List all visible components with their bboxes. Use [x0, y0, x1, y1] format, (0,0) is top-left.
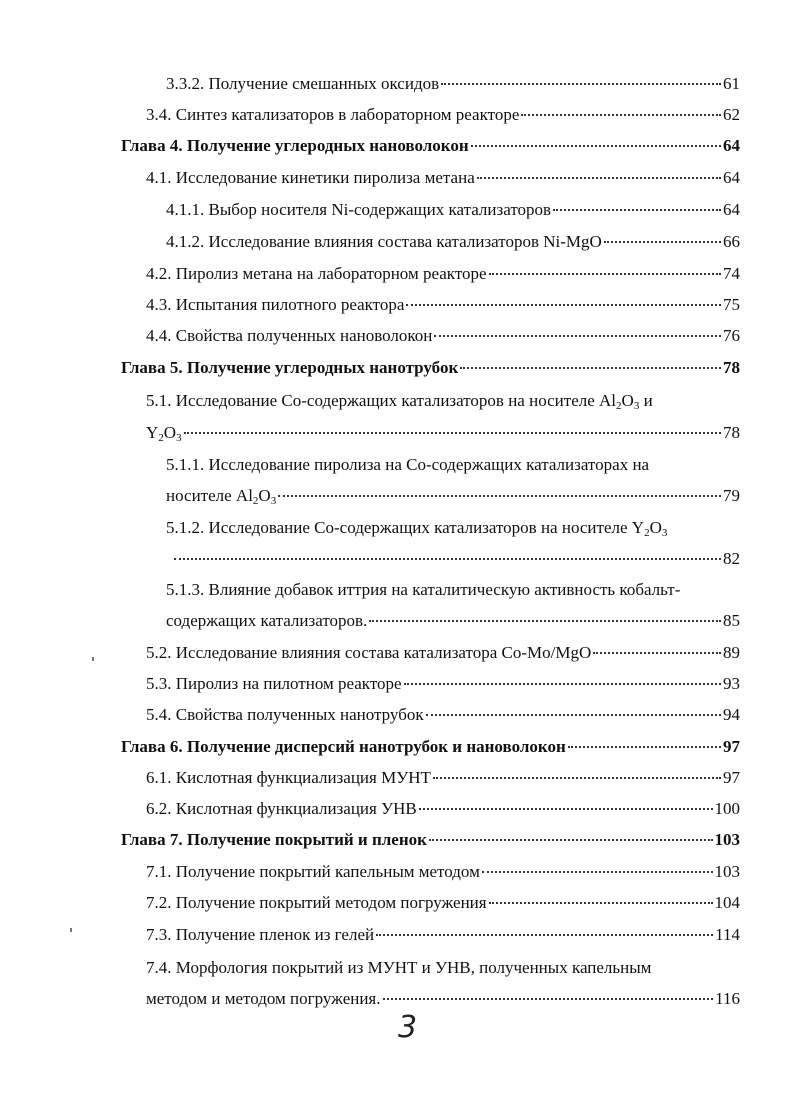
toc-entry-title: 7.2. Получение покрытий методом погружения: [146, 893, 487, 912]
toc-entry: [146, 768, 740, 788]
toc-entry-page: 97: [723, 768, 740, 787]
toc-entry-page: 64: [723, 200, 740, 219]
toc-entry-title: 5.4. Свойства полученных нанотрубок: [146, 705, 424, 724]
toc-entry-title: методом и методом погружения.: [146, 989, 381, 1008]
toc-entry-page: 64: [723, 136, 740, 155]
toc-entry-title: $Y_2O_3$: [146, 423, 182, 444]
toc-entry-title: 4.4. Свойства полученных нановолокон: [146, 326, 433, 345]
toc-entry-page: 93: [723, 674, 740, 693]
toc-entry-title: 4.1.2. Исследование влияния состава катализаторов Ni-MgO: [166, 232, 602, 251]
scan-speck: [70, 928, 72, 932]
toc-entry: [166, 486, 740, 506]
toc-entry: [146, 989, 740, 1009]
dot-leader: [593, 652, 721, 654]
dot-leader: [471, 145, 721, 147]
toc-entry-title: 3.3.2. Получение смешанных оксидов: [166, 74, 440, 93]
toc-entry-page: 116: [715, 989, 740, 1008]
toc-entry-page: 82: [723, 549, 740, 568]
toc-entry-page: 75: [723, 295, 740, 314]
dot-leader: [604, 241, 721, 243]
dot-leader: [383, 998, 714, 1000]
toc-entry-page: 103: [714, 862, 740, 881]
toc-entry: [146, 799, 740, 819]
dot-leader: [174, 558, 721, 560]
toc-entry-title: 4.1.1. Выбор носителя Ni-содержащих катализаторов: [166, 200, 552, 219]
dot-leader: [553, 209, 721, 211]
toc-entry-line1: 5.1.1. Исследование пиролиза на Со-содержащих катализаторах на: [166, 455, 650, 474]
toc-entry-title: 4.1. Исследование кинетики пиролиза метана: [146, 168, 475, 187]
toc-entry: [146, 264, 740, 284]
toc-entry: [166, 74, 740, 94]
toc-entry-page: 103: [714, 830, 740, 849]
dot-leader: [184, 432, 721, 434]
toc-entry: [166, 611, 740, 631]
handwritten-page-number: 3: [398, 1010, 418, 1045]
toc-entry-title: носителе $Al_2O_3$: [166, 486, 277, 507]
toc-entry: [146, 105, 740, 125]
toc-entry-title: 4.2. Пиролиз метана на лабораторном реакторе: [146, 264, 487, 283]
toc-entry-line1: 5.1. Исследование Со-содержащих катализаторов на носителе $Al_2O_3$ и: [146, 391, 653, 412]
toc-chapter-entry: [121, 830, 740, 850]
dot-leader: [404, 683, 721, 685]
toc-entry-title: 7.3. Получение пленок из гелей: [146, 925, 375, 944]
toc-entry: [146, 925, 740, 945]
dot-leader: [278, 495, 721, 497]
toc-entry-page: 74: [723, 264, 740, 283]
scan-speck: [92, 657, 94, 661]
toc-entry-page: 89: [723, 643, 740, 662]
toc-entry-title: 5.3. Пиролиз на пилотном реакторе: [146, 674, 402, 693]
toc-chapter-entry: [121, 358, 740, 378]
toc-entry-line1: 7.4. Морфология покрытий из МУНТ и УНВ, полученных капельным: [146, 958, 652, 977]
toc-entry: [146, 705, 740, 725]
toc-entry-page: 66: [723, 232, 740, 251]
toc-entry-title: 6.2. Кислотная функциализация УНВ: [146, 799, 417, 818]
toc-entry-page: 61: [723, 74, 740, 93]
toc-entry-title: Глава 4. Получение углеродных нановолокон: [121, 136, 469, 155]
toc-entry-page: 114: [715, 925, 740, 944]
toc-entry-title: содержащих катализаторов.: [166, 611, 368, 630]
toc-chapter-entry: [121, 136, 740, 156]
toc-entry: [166, 232, 740, 252]
dot-leader: [433, 777, 721, 779]
toc-entry: [146, 295, 740, 315]
toc-entry: [146, 168, 740, 188]
toc-entry-title: 4.3. Испытания пилотного реактора: [146, 295, 405, 314]
toc-entry: [146, 643, 740, 663]
toc-entry-page: 79: [723, 486, 740, 505]
dot-leader: [369, 620, 721, 622]
toc-entry-title: 6.1. Кислотная функциализация МУНТ: [146, 768, 431, 787]
toc-entry-page: 78: [723, 358, 740, 377]
toc-entry-title: Глава 6. Получение дисперсий нанотрубок и нановолокон: [121, 737, 566, 756]
toc-chapter-entry: [121, 737, 740, 757]
dot-leader: [568, 746, 721, 748]
toc-entry-title: Глава 7. Получение покрытий и пленок: [121, 830, 427, 849]
toc-entry-page: 64: [723, 168, 740, 187]
toc-entry-title: 3.4. Синтез катализаторов в лабораторном реакторе: [146, 105, 520, 124]
toc-entry: [146, 674, 740, 694]
toc-entry-page: 104: [714, 893, 740, 912]
toc-entry-title: 5.2. Исследование влияния состава катализатора Со-Mo/MgO: [146, 643, 592, 662]
toc-entry-page: 94: [723, 705, 740, 724]
toc-entry-title: Глава 5. Получение углеродных нанотрубок: [121, 358, 459, 377]
dot-leader: [406, 304, 721, 306]
toc-entry-title: 7.1. Получение покрытий капельным методом: [146, 862, 480, 881]
toc-entry-line1: 5.1.2. Исследование Со-содержащих катализаторов на носителе $Y_2O_3$: [166, 518, 668, 539]
toc-entry: [146, 893, 740, 913]
dot-leader: [460, 367, 721, 369]
dot-leader: [419, 808, 713, 810]
toc-entry-page: 76: [723, 326, 740, 345]
toc-entry-page: 100: [714, 799, 740, 818]
dot-leader: [482, 871, 713, 873]
dot-leader: [477, 177, 721, 179]
toc-entry-page: 97: [723, 737, 740, 756]
dot-leader: [441, 83, 721, 85]
dot-leader: [521, 114, 721, 116]
toc-entry: [166, 200, 740, 220]
toc-entry: [146, 423, 740, 443]
toc-entry: [172, 549, 740, 569]
dot-leader: [434, 335, 721, 337]
toc-entry-page: 78: [723, 423, 740, 442]
toc-entry: [146, 326, 740, 346]
dot-leader: [489, 902, 713, 904]
toc-entry-line1: 5.1.3. Влияние добавок иттрия на каталитическую активность кобальт-: [166, 580, 681, 599]
dot-leader: [426, 714, 721, 716]
dot-leader: [376, 934, 713, 936]
toc-entry: [146, 862, 740, 882]
toc-entry-page: 62: [723, 105, 740, 124]
dot-leader: [489, 273, 721, 275]
dot-leader: [429, 839, 713, 841]
toc-entry-page: 85: [723, 611, 740, 630]
